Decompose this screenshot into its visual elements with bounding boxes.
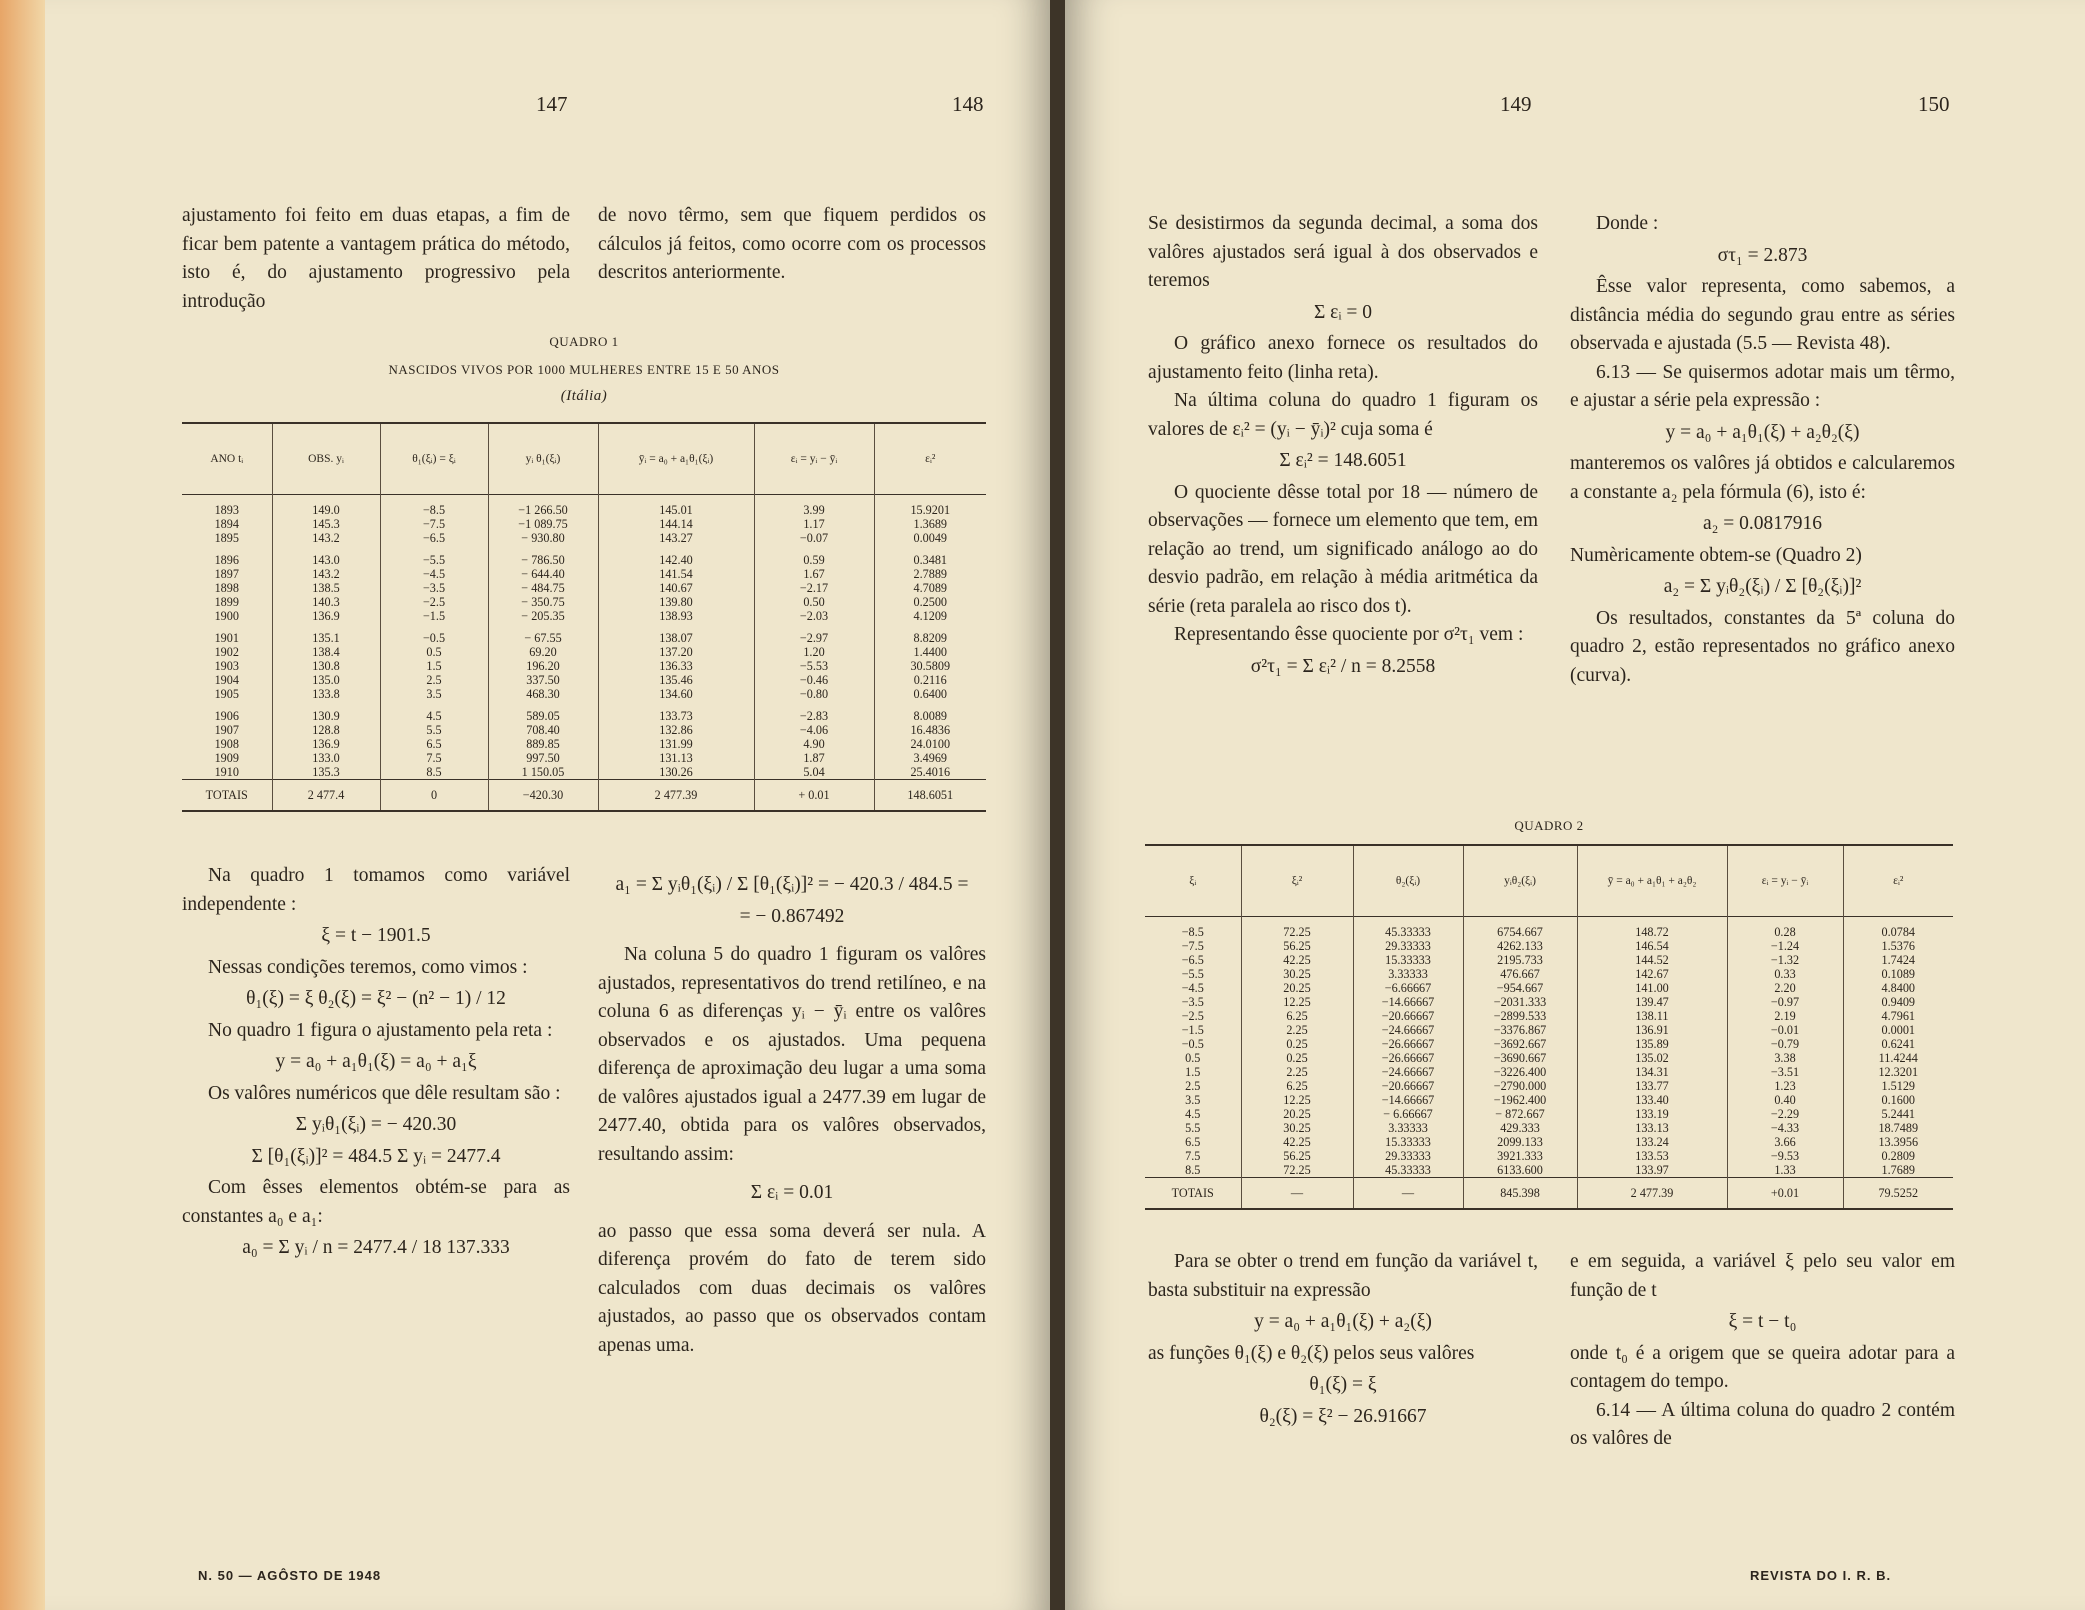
p150-paragraph: onde t₀ é a origem que se queira adotar para a contagem do tempo. xyxy=(1570,1342,1955,1392)
table-row xyxy=(1145,917,1953,1178)
cell: 135.1 138.4 130.8 135.0 133.8 xyxy=(272,623,380,701)
cell: 8.8209 1.4400 30.5809 0.2116 0.6400 xyxy=(874,623,986,701)
p150-paragraph: e em seguida, a variável ξ pelo seu valor em função de t xyxy=(1570,1251,1955,1301)
p148-paragraph: Na coluna 5 do quadro 1 figuram os valôres ajustados, representativos do trend retilíneo, e na coluna 6 as diferenças yᵢ − ȳᵢ entre os valôres observados e os ajustados. Uma pequena diferença de aproximação deu lugar a uma soma de valôres ajustados igual a 2477.39 em lugar de 2477.40, obtida para os valôres observados, resultando assim: xyxy=(598,944,986,1165)
table-row xyxy=(182,623,986,701)
cell: 0.59 1.67 −2.17 0.50 −2.03 xyxy=(754,545,874,623)
cell: 0.28 −1.24 −1.32 0.33 2.20 −0.97 2.19 −0.01 −0.79 3.38 −3.51 1.23 0.40 −2.29 −4.33 3.66 −9.53 1.33 xyxy=(1727,917,1843,1178)
cell: 4.5 5.5 6.5 7.5 8.5 xyxy=(380,701,488,780)
p147-paragraph: Na quadro 1 tomamos como variável independente : xyxy=(182,865,570,915)
p149-paragraph: O gráfico anexo fornece os resultados do ajustamento feito (linha reta). xyxy=(1148,333,1538,383)
cell: 45.33333 29.33333 15.33333 3.33333 −6.66667 −14.66667 −20.66667 −24.66667 −26.66667 −26.66667 −24.66667 −20.66667 −14.66667 − 6.66667 3.33333 15.33333 29.33333 45.33333 xyxy=(1353,917,1463,1178)
p147-equation: y = a₀ + a₁θ₁(ξ) = a₀ + a₁ξ xyxy=(275,1051,477,1072)
p150-paragraph: 6.13 — Se quisermos adotar mais um têrmo, e ajustar a série pela expressão : xyxy=(1570,361,1955,411)
quadro2-label: QUADRO 2 xyxy=(1514,818,1584,833)
quadro1-totals-row xyxy=(182,780,986,812)
cell: TOTAIS xyxy=(1171,1186,1214,1200)
p147-paragraph: Os valôres numéricos que dêle resultam são : xyxy=(208,1082,561,1104)
quadro1-label: QUADRO 1 xyxy=(549,334,619,349)
cell: 589.05 708.40 889.85 997.50 1 150.05 xyxy=(488,701,598,780)
quadro1-header-adjusted: ȳᵢ = a₀ + a₁θ₁(ξᵢ) xyxy=(598,423,754,495)
cell: −1 266.50 −1 089.75 − 930.80 xyxy=(488,495,598,546)
quadro1-header-epsilon: εᵢ = yᵢ − ȳᵢ xyxy=(754,423,874,495)
p148-top-text: de novo têrmo, sem que fiquem perdidos os cálculos já feitos, como ocorre com os processos descritos anteriormente. xyxy=(598,205,986,283)
quadro2-header-xi: ξᵢ xyxy=(1189,875,1197,887)
cell: 72.25 56.25 42.25 30.25 20.25 12.25 6.25 2.25 0.25 0.25 2.25 6.25 12.25 20.25 30.25 42.25 56.25 72.25 xyxy=(1241,917,1353,1178)
table-row xyxy=(182,495,986,546)
cell: TOTAIS xyxy=(205,788,248,802)
p150-paragraph: Êsse valor representa, como sabemos, a distância média do segundo grau entre as séries observada e ajustada (5.5 — Revista 48). xyxy=(1570,276,1955,354)
cell: 6754.667 4262.133 2195.733 476.667 −954.667 −2031.333 −2899.533 −3376.867 −3692.667 −3690.667 −3226.400 −2790.000 −1962.400 − 872.667 429.333 2099.133 3921.333 6133.600 xyxy=(1463,917,1577,1178)
cell: 0.0784 1.5376 1.7424 0.1089 4.8400 0.9409 4.7961 0.0001 0.6241 11.4244 12.3201 1.5129 0.1600 5.2441 18.7489 13.3956 0.2809 1.7689 xyxy=(1843,917,1953,1178)
p147-equation: a₀ = Σ yᵢ / n = 2477.4 / 18 137.333 xyxy=(242,1237,510,1258)
cell: −2.83 −4.06 4.90 1.87 5.04 xyxy=(754,701,874,780)
p148-top-column xyxy=(598,202,986,288)
p147-bottom-column xyxy=(182,862,570,1266)
cell: −5.5 −4.5 −3.5 −2.5 −1.5 xyxy=(380,545,488,623)
cell: −420.30 xyxy=(488,780,598,812)
cell: −8.5 −7.5 −6.5 −5.5 −4.5 −3.5 −2.5 −1.5 −0.5 0.5 1.5 2.5 3.5 4.5 5.5 6.5 7.5 8.5 xyxy=(1181,925,1204,1177)
p149-paragraph: Representando êsse quociente por σ²τ₁ vem : xyxy=(1174,624,1524,645)
quadro2-header-ytheta2: yᵢθ₂(ξᵢ) xyxy=(1463,845,1577,917)
cell: 130.9 128.8 136.9 133.0 135.3 xyxy=(272,701,380,780)
quadro1-title: NASCIDOS VIVOS POR 1000 MULHERES ENTRE 15 E 50 ANOS xyxy=(388,362,780,377)
cell: 145.01 144.14 143.27 xyxy=(598,495,754,546)
page-number-148: 148 xyxy=(952,92,984,116)
cell: 3.99 1.17 −0.07 xyxy=(754,495,874,546)
cell: 142.40 141.54 140.67 139.80 138.93 xyxy=(598,545,754,623)
cell: 149.0 145.3 143.2 xyxy=(272,495,380,546)
cell: + 0.01 xyxy=(754,780,874,812)
cell: −8.5 −7.5 −6.5 xyxy=(380,495,488,546)
p149-bottom-column xyxy=(1148,1248,1538,1434)
cell: 79.5252 xyxy=(1843,1178,1953,1210)
p147-paragraph: Com êsses elementos obtém-se para as constantes a₀ e a₁: xyxy=(182,1177,570,1227)
p147-top-column xyxy=(182,202,570,316)
p148-equation: a₁ = Σ yᵢθ₁(ξᵢ) / Σ [θ₁(ξᵢ)]² = − 420.3 / 484.5 = xyxy=(615,874,969,895)
p149-paragraph: O quociente dêsse total por 18 — número de observações — fornece um elemento que tem, em relação ao trend, um significado análogo ao do desvio padrão, em relação à média aritmética da série (reta paralela ao risco dos t). xyxy=(1148,481,1538,617)
quadro1-header-obs: OBS. yᵢ xyxy=(272,423,380,495)
p147-equation: Σ [θ₁(ξᵢ)]² = 484.5 Σ yᵢ = 2477.4 xyxy=(251,1145,501,1167)
quadro1-subtitle: (Itália) xyxy=(560,388,608,404)
cell: −0.5 0.5 1.5 2.5 3.5 xyxy=(380,623,488,701)
quadro2-header-epsilon-sq: εᵢ² xyxy=(1843,845,1953,917)
p147-paragraph: No quadro 1 figura o ajustamento pela reta : xyxy=(208,1019,553,1041)
p150-equation: ξ = t − t₀ xyxy=(1728,1311,1797,1332)
cell: 1896 1897 1898 1899 1900 xyxy=(214,553,239,623)
quadro1-table xyxy=(182,422,986,812)
p150-paragraph: manteremos os valôres já obtidos e calcularemos a constante a₂ pela fórmula (6), isto é: xyxy=(1570,453,1955,503)
quadro2-header-adjusted: ȳ = a₀ + a₁θ₁ + a₂θ₂ xyxy=(1577,845,1727,917)
p149-top-column xyxy=(1148,210,1538,684)
p147-equation: θ₁(ξ) = ξ θ₂(ξ) = ξ² − (n² − 1) / 12 xyxy=(246,988,506,1009)
p147-equation: ξ = t − 1901.5 xyxy=(321,925,431,946)
quadro1-header-epsilon-sq: εᵢ² xyxy=(874,423,986,495)
table-row xyxy=(182,545,986,623)
p148-paragraph: ao passo que essa soma deverá ser nula. A diferença provém do fato de terem sido calculados com duas decimais os valôres ajustados, ao passo que os observados contam apenas uma. xyxy=(598,1220,986,1356)
p149-equation: θ₂(ξ) = ξ² − 26.91667 xyxy=(1259,1405,1427,1427)
quadro1-header-row xyxy=(182,423,986,495)
page-edge xyxy=(0,0,45,1610)
p149-equation: Σ εᵢ = 0 xyxy=(1313,301,1373,323)
cell: 2 477.39 xyxy=(598,780,754,812)
right-page xyxy=(1065,0,2085,1610)
quadro2-header-row xyxy=(1145,845,1953,917)
cell: 8.0089 16.4836 24.0100 3.4969 25.4016 xyxy=(874,701,986,780)
p150-top-column xyxy=(1570,210,1955,690)
p149-equation: y = a₀ + a₁θ₁(ξ) + a₂(ξ) xyxy=(1254,1311,1432,1332)
cell: 15.9201 1.3689 0.0049 xyxy=(874,495,986,546)
quadro2-totals-row xyxy=(1145,1178,1953,1210)
p149-equation: θ₁(ξ) = ξ xyxy=(1309,1374,1377,1395)
p149-paragraph: Na última coluna do quadro 1 figuram os valores de εᵢ² = (yᵢ − ȳᵢ)² cuja soma é xyxy=(1148,390,1538,440)
table-row xyxy=(182,701,986,780)
cell: — xyxy=(1353,1178,1463,1210)
cell: 143.0 143.2 138.5 140.3 136.9 xyxy=(272,545,380,623)
p147-paragraph: Nessas condições teremos, como vimos : xyxy=(208,956,528,978)
p149-equation: σ²τ₁ = Σ εᵢ² / n = 8.2558 xyxy=(1250,655,1436,677)
cell: 0.3481 2.7889 4.7089 0.2500 4.1209 xyxy=(874,545,986,623)
cell: 845.398 xyxy=(1463,1178,1577,1210)
quadro2-header-epsilon: εᵢ = yᵢ − ȳᵢ xyxy=(1727,845,1843,917)
p147-equation: Σ yᵢθ₁(ξᵢ) = − 420.30 xyxy=(295,1114,457,1135)
cell: 148.6051 xyxy=(874,780,986,812)
p150-equation: y = a₀ + a₁θ₁(ξ) + a₂θ₂(ξ) xyxy=(1665,421,1860,443)
book-gutter xyxy=(1050,0,1065,1610)
cell: 1901 1902 1903 1904 1905 xyxy=(214,631,239,701)
p149-equation: Σ εᵢ² = 148.6051 xyxy=(1279,450,1407,471)
quadro1-header-ano: ANO tᵢ xyxy=(210,453,244,465)
cell: — xyxy=(1241,1178,1353,1210)
p150-equation: a₂ = Σ yᵢθ₂(ξᵢ) / Σ [θ₂(ξᵢ)]² xyxy=(1663,576,1862,597)
cell: − 786.50 − 644.40 − 484.75 − 350.75 − 205.35 xyxy=(488,545,598,623)
quadro2-table xyxy=(1145,844,1953,1210)
p150-paragraph: Os resultados, constantes da 5ª coluna do quadro 2, estão representados no gráfico anexo (curva). xyxy=(1570,607,1955,686)
cell: − 67.55 69.20 196.20 337.50 468.30 xyxy=(488,623,598,701)
cell: −2.97 1.20 −5.53 −0.46 −0.80 xyxy=(754,623,874,701)
cell: 2 477.39 xyxy=(1577,1178,1727,1210)
p147-top-text: ajustamento foi feito em duas etapas, a fim de ficar bem patente a vantagem prática do método, isto é, do ajustamento progressivo pela introdução xyxy=(182,205,570,312)
p149-paragraph: Se desistirmos da segunda decimal, a soma dos valôres ajustados será igual à dos observados e teremos xyxy=(1148,213,1538,291)
p150-equation: a₂ = 0.0817916 xyxy=(1702,513,1823,534)
quadro1-header-theta: θ₁(ξᵢ) = ξᵢ xyxy=(380,423,488,495)
p150-paragraph: Donde : xyxy=(1596,213,1659,234)
cell: 133.73 132.86 131.99 131.13 130.26 xyxy=(598,701,754,780)
p150-paragraph: 6.14 — A última coluna do quadro 2 contém os valôres de xyxy=(1570,1399,1955,1449)
p148-equation: = − 0.867492 xyxy=(739,905,845,927)
page-number-147: 147 xyxy=(536,92,568,116)
cell: 1906 1907 1908 1909 1910 xyxy=(214,709,239,779)
cell: 1893 1894 1895 xyxy=(214,503,239,545)
p148-equation: Σ εᵢ = 0.01 xyxy=(750,1182,834,1203)
page-number-150: 150 xyxy=(1918,92,1950,116)
cell: 148.72 146.54 144.52 142.67 141.00 139.47 138.11 136.91 135.89 135.02 134.31 133.77 133.40 133.19 133.13 133.24 133.53 133.97 xyxy=(1577,917,1727,1178)
p150-paragraph: Numèricamente obtem-se (Quadro 2) xyxy=(1570,544,1862,566)
cell: +0.01 xyxy=(1727,1178,1843,1210)
footer-left: N. 50 — AGÔSTO DE 1948 xyxy=(198,1568,382,1583)
p149-paragraph: Para se obter o trend em função da variável t, basta substituir na expressão xyxy=(1148,1251,1538,1301)
cell: 138.07 137.20 136.33 135.46 134.60 xyxy=(598,623,754,701)
page-number-149: 149 xyxy=(1500,92,1532,116)
quadro1-header-ytheta: yᵢ θ₁(ξᵢ) xyxy=(488,423,598,495)
quadro2-header-xi-sq: ξᵢ² xyxy=(1241,845,1353,917)
p149-paragraph: as funções θ₁(ξ) e θ₂(ξ) pelos seus valôres xyxy=(1148,1342,1475,1364)
p148-bottom-column xyxy=(598,868,986,1360)
p150-equation: στ₁ = 2.873 xyxy=(1717,244,1808,266)
cell: 0 xyxy=(380,780,488,812)
footer-right: REVISTA DO I. R. B. xyxy=(1750,1568,1892,1583)
p150-bottom-column xyxy=(1570,1248,1955,1454)
quadro2-header-theta2: θ₂(ξᵢ) xyxy=(1353,845,1463,917)
cell: 2 477.4 xyxy=(272,780,380,812)
